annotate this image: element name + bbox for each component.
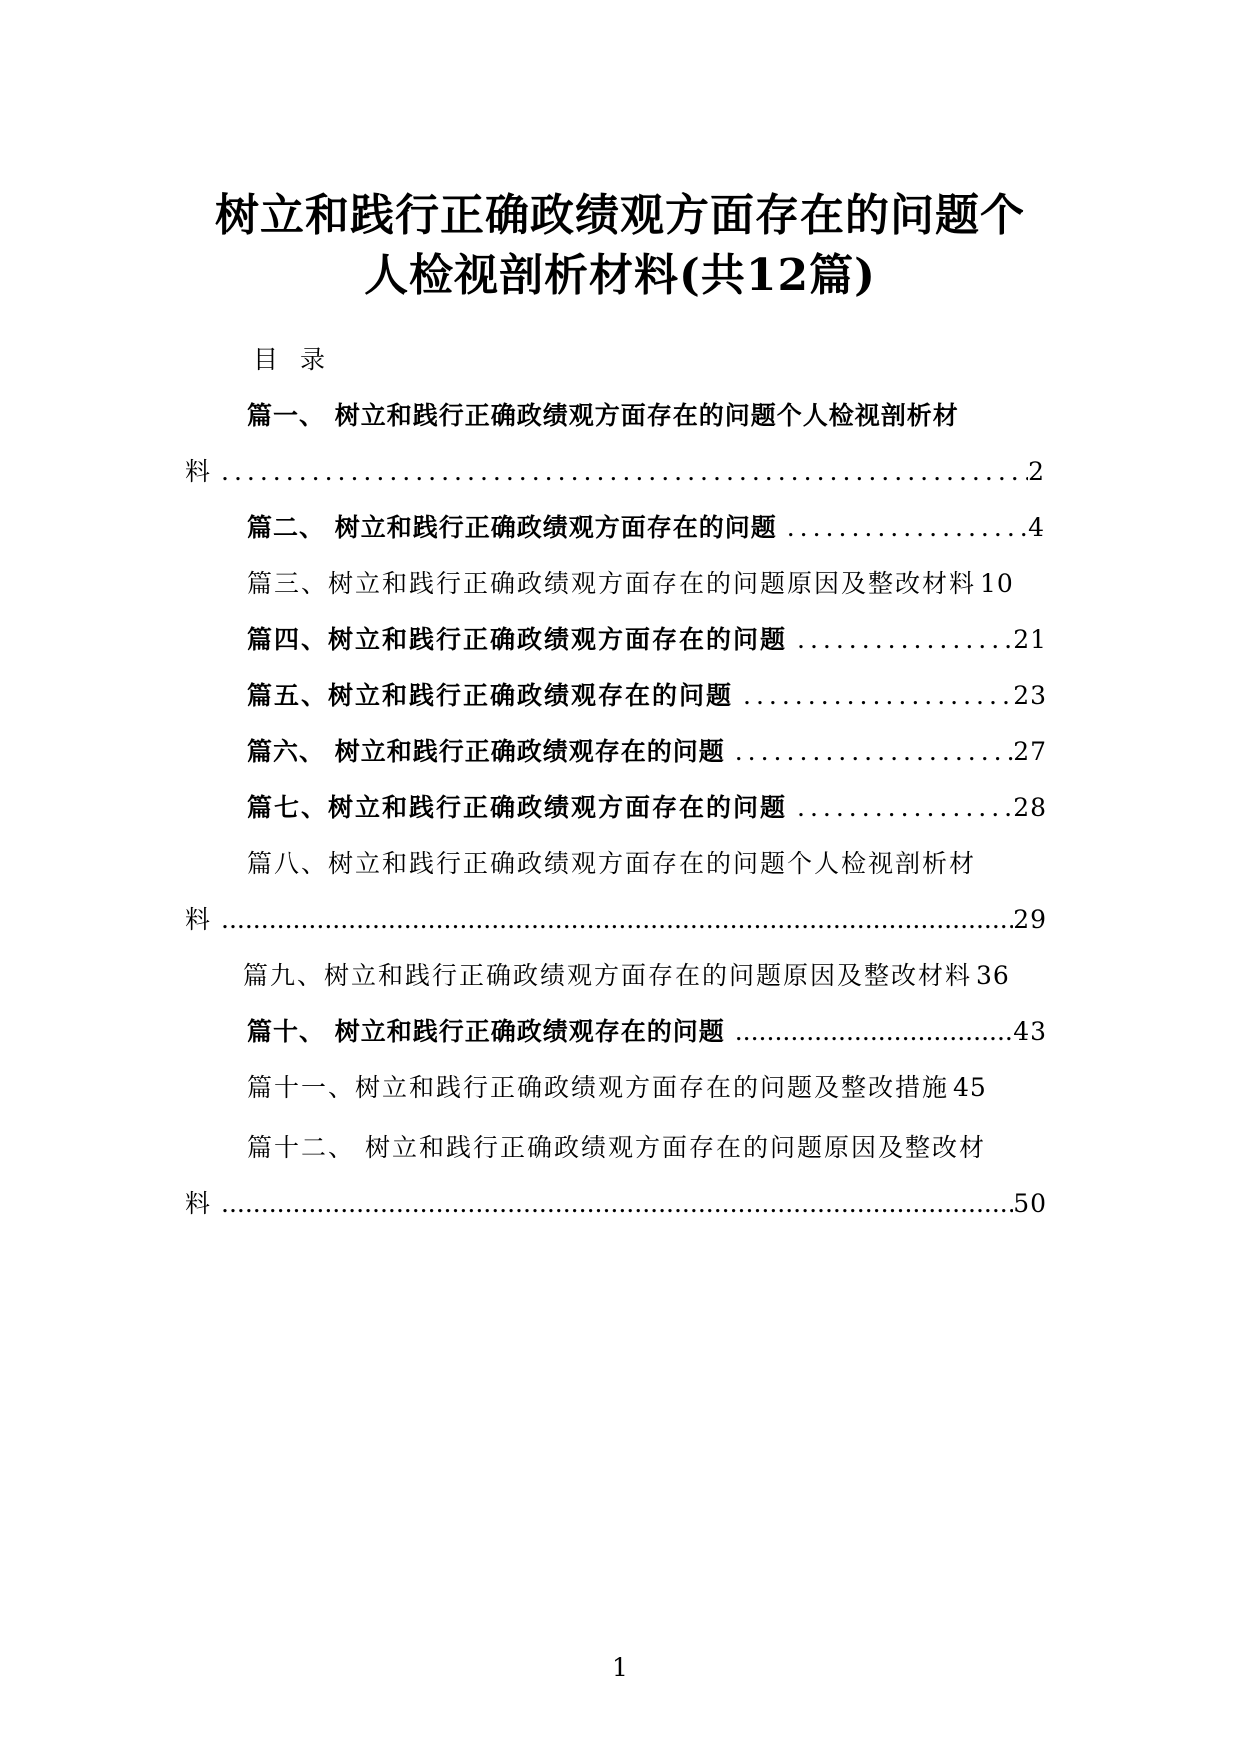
toc-entry-label: 料: [185, 905, 212, 934]
toc-entry-label: 料: [185, 457, 212, 486]
toc-entry-label: 篇十二、 树立和践行正确政绩观方面存在的问题原因及整改材: [247, 1133, 986, 1162]
toc-entry-label: 篇三、树立和践行正确政绩观方面存在的问题原因及整改材料: [247, 569, 977, 598]
document-title-line-2: 人检视剖析材料(共12篇): [364, 250, 876, 301]
toc-entry-8-line-2[interactable]: [185, 902, 1047, 938]
toc-leader-dots: [787, 790, 1013, 826]
toc-page-number: 23: [1013, 681, 1047, 710]
toc-entry-9[interactable]: [243, 958, 1077, 994]
toc-page-number: 21: [1013, 625, 1047, 654]
toc-entry-12-line-2[interactable]: [185, 1186, 1047, 1222]
toc-entry-12-line-1[interactable]: [247, 1130, 1077, 1166]
toc-page-number: 10: [980, 569, 1014, 598]
toc-entry-label: 篇六、 树立和践行正确政绩观存在的问题: [247, 737, 725, 766]
toc-leader-dots: [777, 510, 1028, 546]
toc-leader-dots: [725, 734, 1013, 770]
toc-page-number: 29: [1013, 905, 1047, 934]
toc-entry-label: 料: [185, 1189, 212, 1218]
toc-entry-label: 篇九、树立和践行正确政绩观方面存在的问题原因及整改材料: [243, 961, 973, 990]
toc-entry-2[interactable]: [247, 510, 1045, 546]
toc-page-number: 28: [1013, 793, 1047, 822]
toc-entry-8-line-1[interactable]: [247, 846, 1077, 882]
toc-entry-11[interactable]: [247, 1070, 1057, 1106]
page-number: 1: [612, 1653, 628, 1682]
toc-entry-label: 篇五、树立和践行正确政绩观存在的问题: [247, 681, 734, 710]
toc-entry-label: 篇十一、树立和践行正确政绩观方面存在的问题及整改措施: [247, 1073, 950, 1102]
toc-leader-dots: [787, 622, 1013, 658]
toc-entry-label: 篇十、 树立和践行正确政绩观存在的问题: [247, 1017, 725, 1046]
toc-page-number: 45: [953, 1073, 987, 1102]
toc-entry-7[interactable]: [247, 790, 1047, 826]
toc-entry-10[interactable]: [247, 1014, 1047, 1050]
toc-entry-6[interactable]: [247, 734, 1047, 770]
document-title-line-1: 树立和践行正确政绩观方面存在的问题个: [215, 190, 1025, 241]
toc-entry-label: 篇四、树立和践行正确政绩观方面存在的问题: [247, 625, 788, 654]
toc-leader-dots: [211, 454, 1028, 490]
toc-heading: 目录: [253, 345, 348, 374]
toc-leader-dots: [211, 1186, 1013, 1222]
toc-entry-label: 篇七、树立和践行正确政绩观方面存在的问题: [247, 793, 788, 822]
toc-entry-3[interactable]: [247, 566, 1077, 602]
toc-page-number: 27: [1013, 737, 1047, 766]
toc-entry-4[interactable]: [247, 622, 1047, 658]
toc-page-number: 36: [976, 961, 1010, 990]
toc-leader-dots: [725, 1014, 1013, 1050]
toc-entry-label: 篇二、 树立和践行正确政绩观方面存在的问题: [247, 513, 777, 542]
toc-leader-dots: [733, 678, 1013, 714]
toc-page-number: 4: [1028, 513, 1045, 542]
toc-entry-label: 篇八、树立和践行正确政绩观方面存在的问题个人检视剖析材: [247, 849, 977, 878]
toc-entry-label: 篇一、 树立和践行正确政绩观方面存在的问题个人检视剖析材: [247, 401, 959, 430]
toc-page-number: 2: [1028, 457, 1045, 486]
toc-entry-1-line-1[interactable]: [247, 398, 1047, 434]
toc-page-number: 50: [1013, 1189, 1047, 1218]
toc-leader-dots: [211, 902, 1013, 938]
toc-page-number: 43: [1013, 1017, 1047, 1046]
toc-entry-1-line-2[interactable]: [185, 454, 1045, 490]
toc-entry-5[interactable]: [247, 678, 1047, 714]
